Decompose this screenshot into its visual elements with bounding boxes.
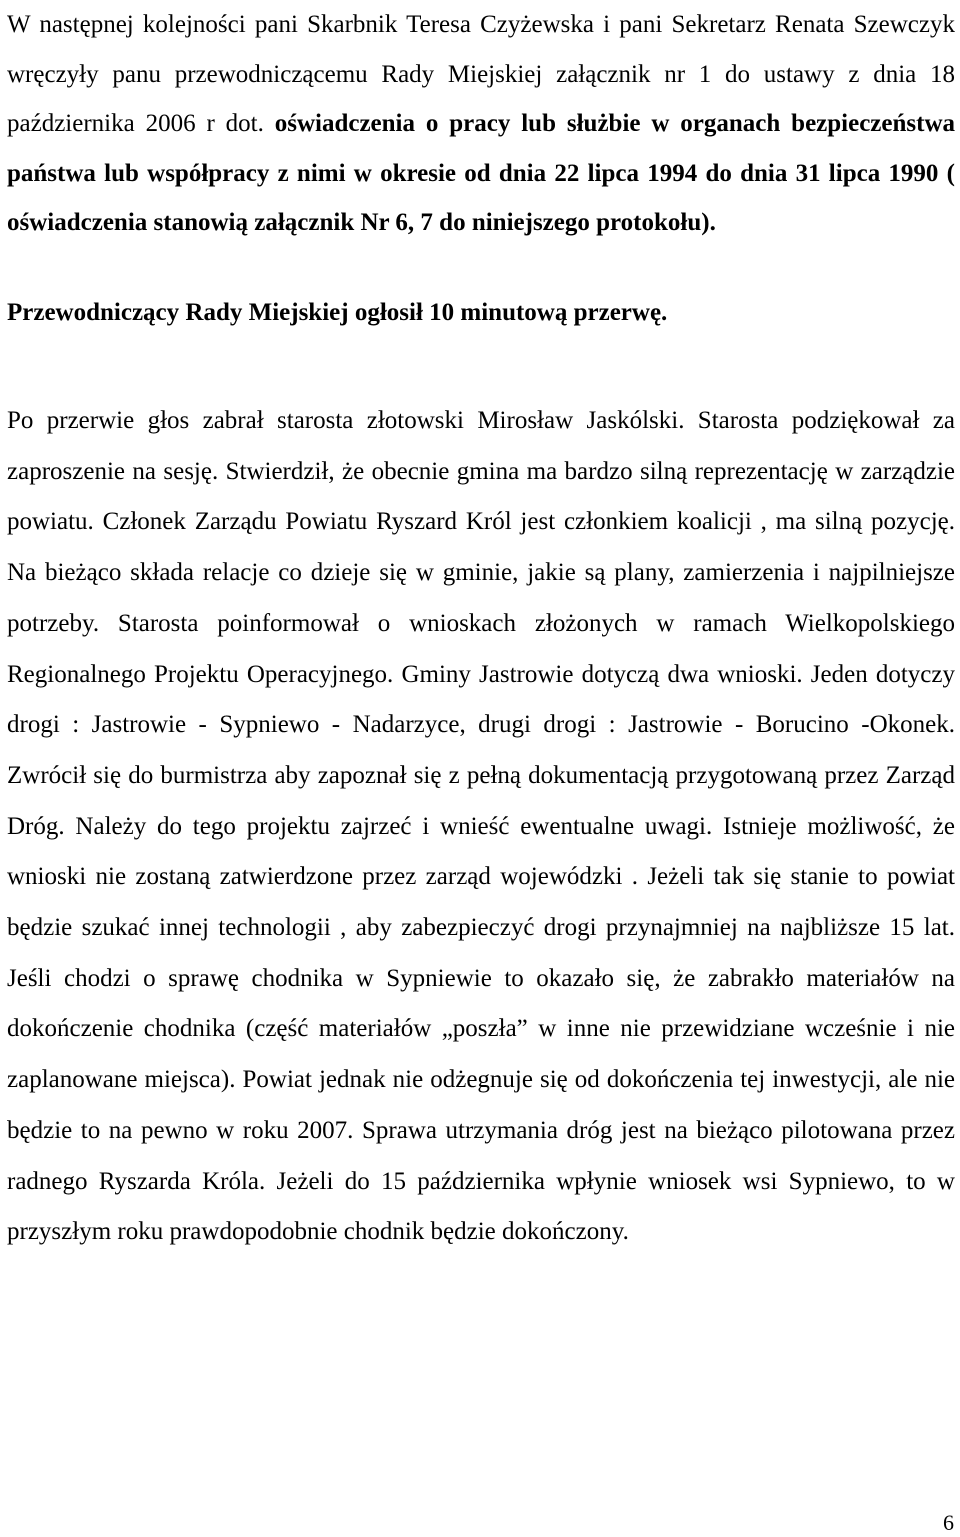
paragraph-1-normal-text: W następnej kolejności pani Skarbnik Teresa Czyżewska i pani Sekretarz Renata Szewczyk wręczyły panu przewodniczącemu Rady Miejskiej załącznik nr 1 do ustawy z dnia 18 października 2006 r dot.: [7, 11, 955, 137]
page-number: 6: [943, 1510, 954, 1535]
paragraph-1-bold-text: oświadczenia o pracy lub służbie w organach bezpieczeństwa państwa lub współpracy z nimi w okresie od dnia 22 lipca 1994 do dnia 31 lipca 1990 ( oświadczenia stanowią załącznik Nr 6, 7 do niniejszego protokołu).: [7, 110, 956, 236]
paragraph-attachment-handover: [7, 0, 955, 248]
paragraph-break-announcement: Przewodniczący Rady Miejskiej ogłosił 10 minutową przerwę.: [7, 299, 668, 326]
paragraph-starosta-speech: Po przerwie głos zabrał starosta złotowski Mirosław Jaskólski. Starosta podziękował za zaproszenie na sesję. Stwierdził, że obecnie gmina ma bardzo silną reprezentację w zarządzie powiatu. Członek Zarządu Powiatu Ryszard Król jest członkiem koalicji , ma silną pozycję. Na bieżąco składa relacje co dzieje się w gminie, jakie są plany, zamierzenia i najpilniejsze potrzeby. Starosta poinformował o wnioskach złożonych w ramach Wielkopolskiego Regionalnego Projektu Operacyjnego. Gminy Jastrowie dotyczą dwa wnioski. Jeden dotyczy drogi : Jastrowie - Sypniewo - Nadarzyce, drugi drogi : Jastrowie - Borucino -Okonek. Zwrócił się do burmistrza aby zapoznał się z pełną dokumentacją przygotowaną przez Zarząd Dróg. Należy do tego projektu zajrzeć i wnieść ewentualne uwagi. Istnieje możliwość, że wnioski nie zostaną zatwierdzone przez zarząd wojewódzki . Jeżeli tak się stanie to powiat będzie szukać innej technologii , aby zabezpieczyć drogi przynajmniej na najbliższe 15 lat. Jeśli chodzi o sprawę chodnika w Sypniewie to okazało się, że zabrakło materiałów na dokończenie chodnika (część materiałów „poszła” w inne nie przewidziane wcześnie i nie zaplanowane miejsca). Powiat jednak nie odżegnuje się od dokończenia tej inwestycji, ale nie będzie to na pewno w roku 2007. Sprawa utrzymania dróg jest na bieżąco pilotowana przez radnego Ryszarda Króla. Jeżeli do 15 października wpłynie wniosek wsi Sypniewo, to w przyszłym roku prawdopodobnie chodnik będzie dokończony.: [7, 407, 955, 1246]
